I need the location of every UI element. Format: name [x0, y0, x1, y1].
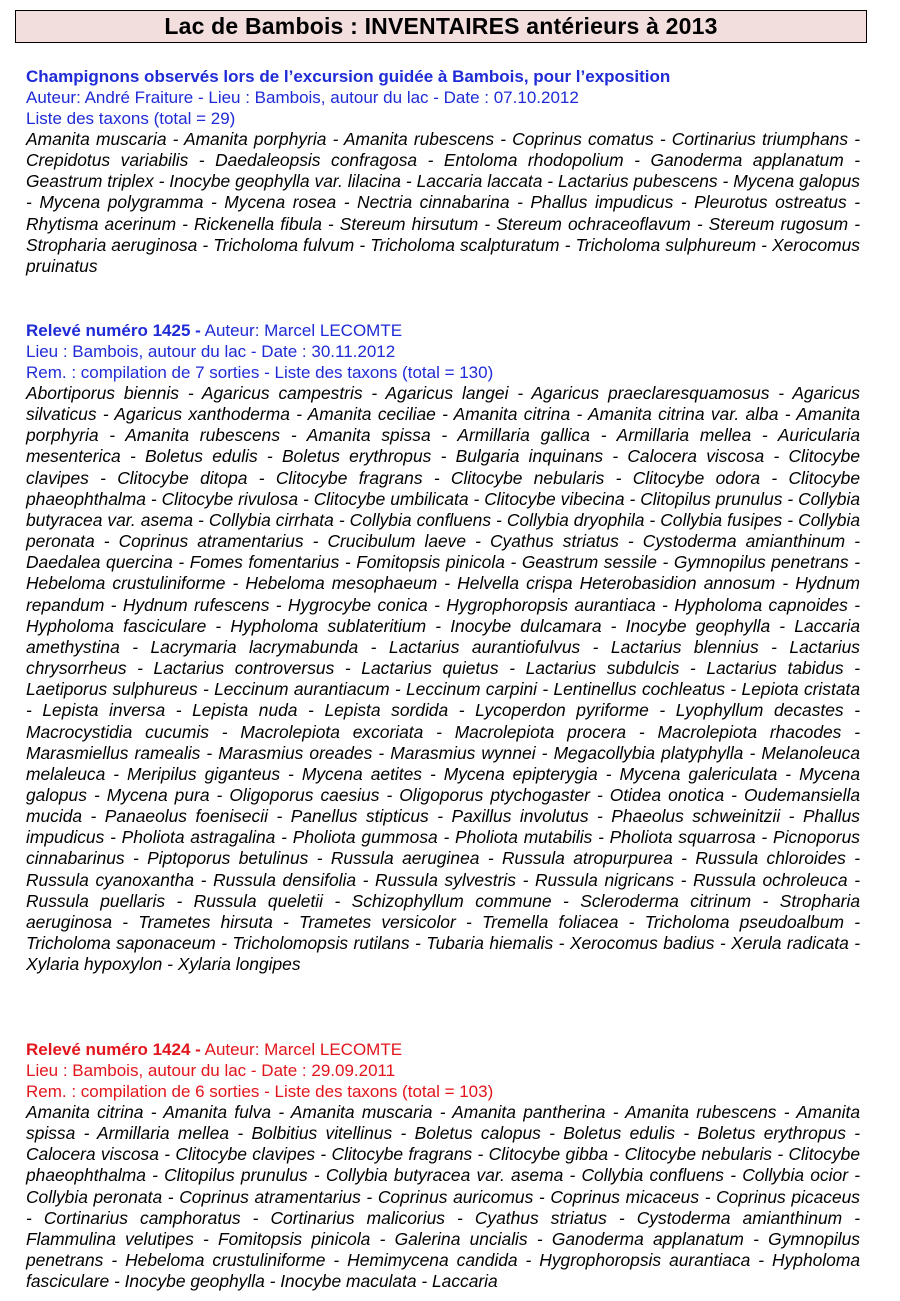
section-releve-1424	[26, 1039, 860, 1292]
place-date-line: Lieu : Bambois, autour du lac - Date : 29.09.2011	[26, 1061, 396, 1080]
remark-line: Rem. : compilation de 6 sorties - Liste des taxons (total = 103)	[26, 1082, 494, 1101]
releve-author: Auteur: Marcel LECOMTE	[204, 321, 403, 340]
section-releve-1425	[26, 320, 860, 975]
taxa-list: Amanita muscaria - Amanita porphyria - Amanita rubescens - Coprinus comatus - Cortinarius triumphans - Crepidotus variabilis - Daedaleopsis confragosa - Entoloma rhodopolium - Ganoderma applanatum - Geastrum triplex - Inocybe geophylla var. lilacina - Laccaria laccata - Lactarius pubescens - Mycena galopus - Mycena polygramma - Mycena rosea - Nectria cinnabarina - Phallus impudicus - Pleurotus ostreatus - Rhytisma acerinum - Rickenella fibula - Stereum hirsutum - Stereum ochraceoflavum - Stereum rugosum - Stropharia aeruginosa - Tricholoma fulvum - Tricholoma scalpturatum - Tricholoma sulphureum - Xerocomus pruinatus	[26, 129, 860, 276]
author-place-date-line: Auteur: André Fraiture - Lieu : Bambois, autour du lac - Date : 07.10.2012	[26, 88, 579, 107]
taxa-count-line: Liste des taxons (total = 29)	[26, 109, 236, 128]
releve-header-line	[26, 320, 860, 341]
remark-line: Rem. : compilation de 7 sorties - Liste des taxons (total = 130)	[26, 363, 494, 382]
page-title: Lac de Bambois : INVENTAIRES antérieurs à 2013	[164, 13, 718, 39]
releve-header-line	[26, 1039, 860, 1060]
section-excursion	[26, 66, 860, 277]
releve-author: Auteur: Marcel LECOMTE	[204, 1040, 403, 1059]
title-banner	[15, 10, 867, 43]
taxa-list: Abortiporus biennis - Agaricus campestris - Agaricus langei - Agaricus praeclaresquamosus - Agaricus silvaticus - Agaricus xanthoderma - Amanita ceciliae - Amanita citrina - Amanita citrina var. alba - Amanita porphyria - Amanita rubescens - Amanita spissa - Armillaria gallica - Armillaria mellea - Auricularia mesenterica - Boletus edulis - Boletus erythropus - Bulgaria inquinans - Calocera viscosa - Clitocybe clavipes - Clitocybe ditopa - Clitocybe fragrans - Clitocybe nebularis - Clitocybe odora - Clitocybe phaeophthalma - Clitocybe rivulosa - Clitocybe umbilicata - Clitocybe vibecina - Clitopilus prunulus - Collybia butyracea var. asema - Collybia cirrhata - Collybia confluens - Collybia dryophila - Collybia fusipes - Collybia peronata - Coprinus atramentarius - Crucibulum laeve - Cyathus striatus - Cystoderma amianthinum - Daedalea quercina - Fomes fomentarius - Fomitopsis pinicola - Geastrum sessile - Gymnopilus penetrans - Hebeloma crustuliniforme - Hebeloma mesophaeum - Helvella crispa Heterobasidion annosum - Hydnum repandum - Hydnum rufescens - Hygrocybe conica - Hygrophoropsis aurantiaca - Hypholoma capnoides - Hypholoma fasciculare - Hypholoma sublateritium - Inocybe dulcamara - Inocybe geophylla - Laccaria amethystina - Lacrymaria lacrymabunda - Lactarius aurantiofulvus - Lactarius blennius - Lactarius chrysorrheus - Lactarius controversus - Lactarius quietus - Lactarius subdulcis - Lactarius tabidus - Laetiporus sulphureus - Leccinum aurantiacum - Leccinum carpini - Lentinellus cochleatus - Lepiota cristata - Lepista inversa - Lepista nuda - Lepista sordida - Lycoperdon pyriforme - Lyophyllum decastes - Macrocystidia cucumis - Macrolepiota excoriata - Macrolepiota procera - Macrolepiota rhacodes - Marasmiellus ramealis - Marasmius oreades - Marasmius wynnei - Megacollybia platyphylla - Melanoleuca melaleuca - Meripilus giganteus - Mycena aetites - Mycena epipterygia - Mycena galericulata - Mycena galopus - Mycena pura - Oligoporus caesius - Oligoporus ptychogaster - Otidea onotica - Oudemansiella mucida - Panaeolus foenisecii - Panellus stipticus - Paxillus involutus - Phaeolus schweinitzii - Phallus impudicus - Pholiota astragalina - Pholiota gummosa - Pholiota mutabilis - Pholiota squarrosa - Picnoporus cinnabarinus - Piptoporus betulinus - Russula aeruginea - Russula atropurpurea - Russula chloroides - Russula cyanoxantha - Russula densifolia - Russula sylvestris - Russula nigricans - Russula ochroleuca - Russula puellaris - Russula queletii - Schizophyllum commune - Scleroderma citrinum - Stropharia aeruginosa - Trametes hirsuta - Trametes versicolor - Tremella foliacea - Tricholoma pseudoalbum - Tricholoma saponaceum - Tricholomopsis rutilans - Tubaria hiemalis - Xerocomus badius - Xerula radicata - Xylaria hypoxylon - Xylaria longipes	[26, 383, 860, 975]
taxa-list: Amanita citrina - Amanita fulva - Amanita muscaria - Amanita pantherina - Amanita rubescens - Amanita spissa - Armillaria mellea - Bolbitius vitellinus - Boletus calopus - Boletus edulis - Boletus erythropus - Calocera viscosa - Clitocybe clavipes - Clitocybe fragrans - Clitocybe gibba - Clitocybe nebularis - Clitocybe phaeophthalma - Clitopilus prunulus - Collybia butyracea var. asema - Collybia confluens - Collybia ocior - Collybia peronata - Coprinus atramentarius - Coprinus auricomus - Coprinus micaceus - Coprinus picaceus - Cortinarius camphoratus - Cortinarius malicorius - Cyathus striatus - Cystoderma amianthinum - Flammulina velutipes - Fomitopsis pinicola - Galerina uncialis - Ganoderma applanatum - Gymnopilus penetrans - Hebeloma crustuliniforme - Hemimycena candida - Hygrophoropsis aurantiaca - Hypholoma fasciculare - Inocybe geophylla - Inocybe maculata - Laccaria	[26, 1102, 860, 1292]
section-heading: Champignons observés lors de l’excursion guidée à Bambois, pour l’exposition	[26, 67, 671, 86]
releve-number: Relevé numéro 1425 -	[26, 321, 201, 340]
releve-number: Relevé numéro 1424 -	[26, 1040, 201, 1059]
place-date-line: Lieu : Bambois, autour du lac - Date : 30.11.2012	[26, 342, 396, 361]
